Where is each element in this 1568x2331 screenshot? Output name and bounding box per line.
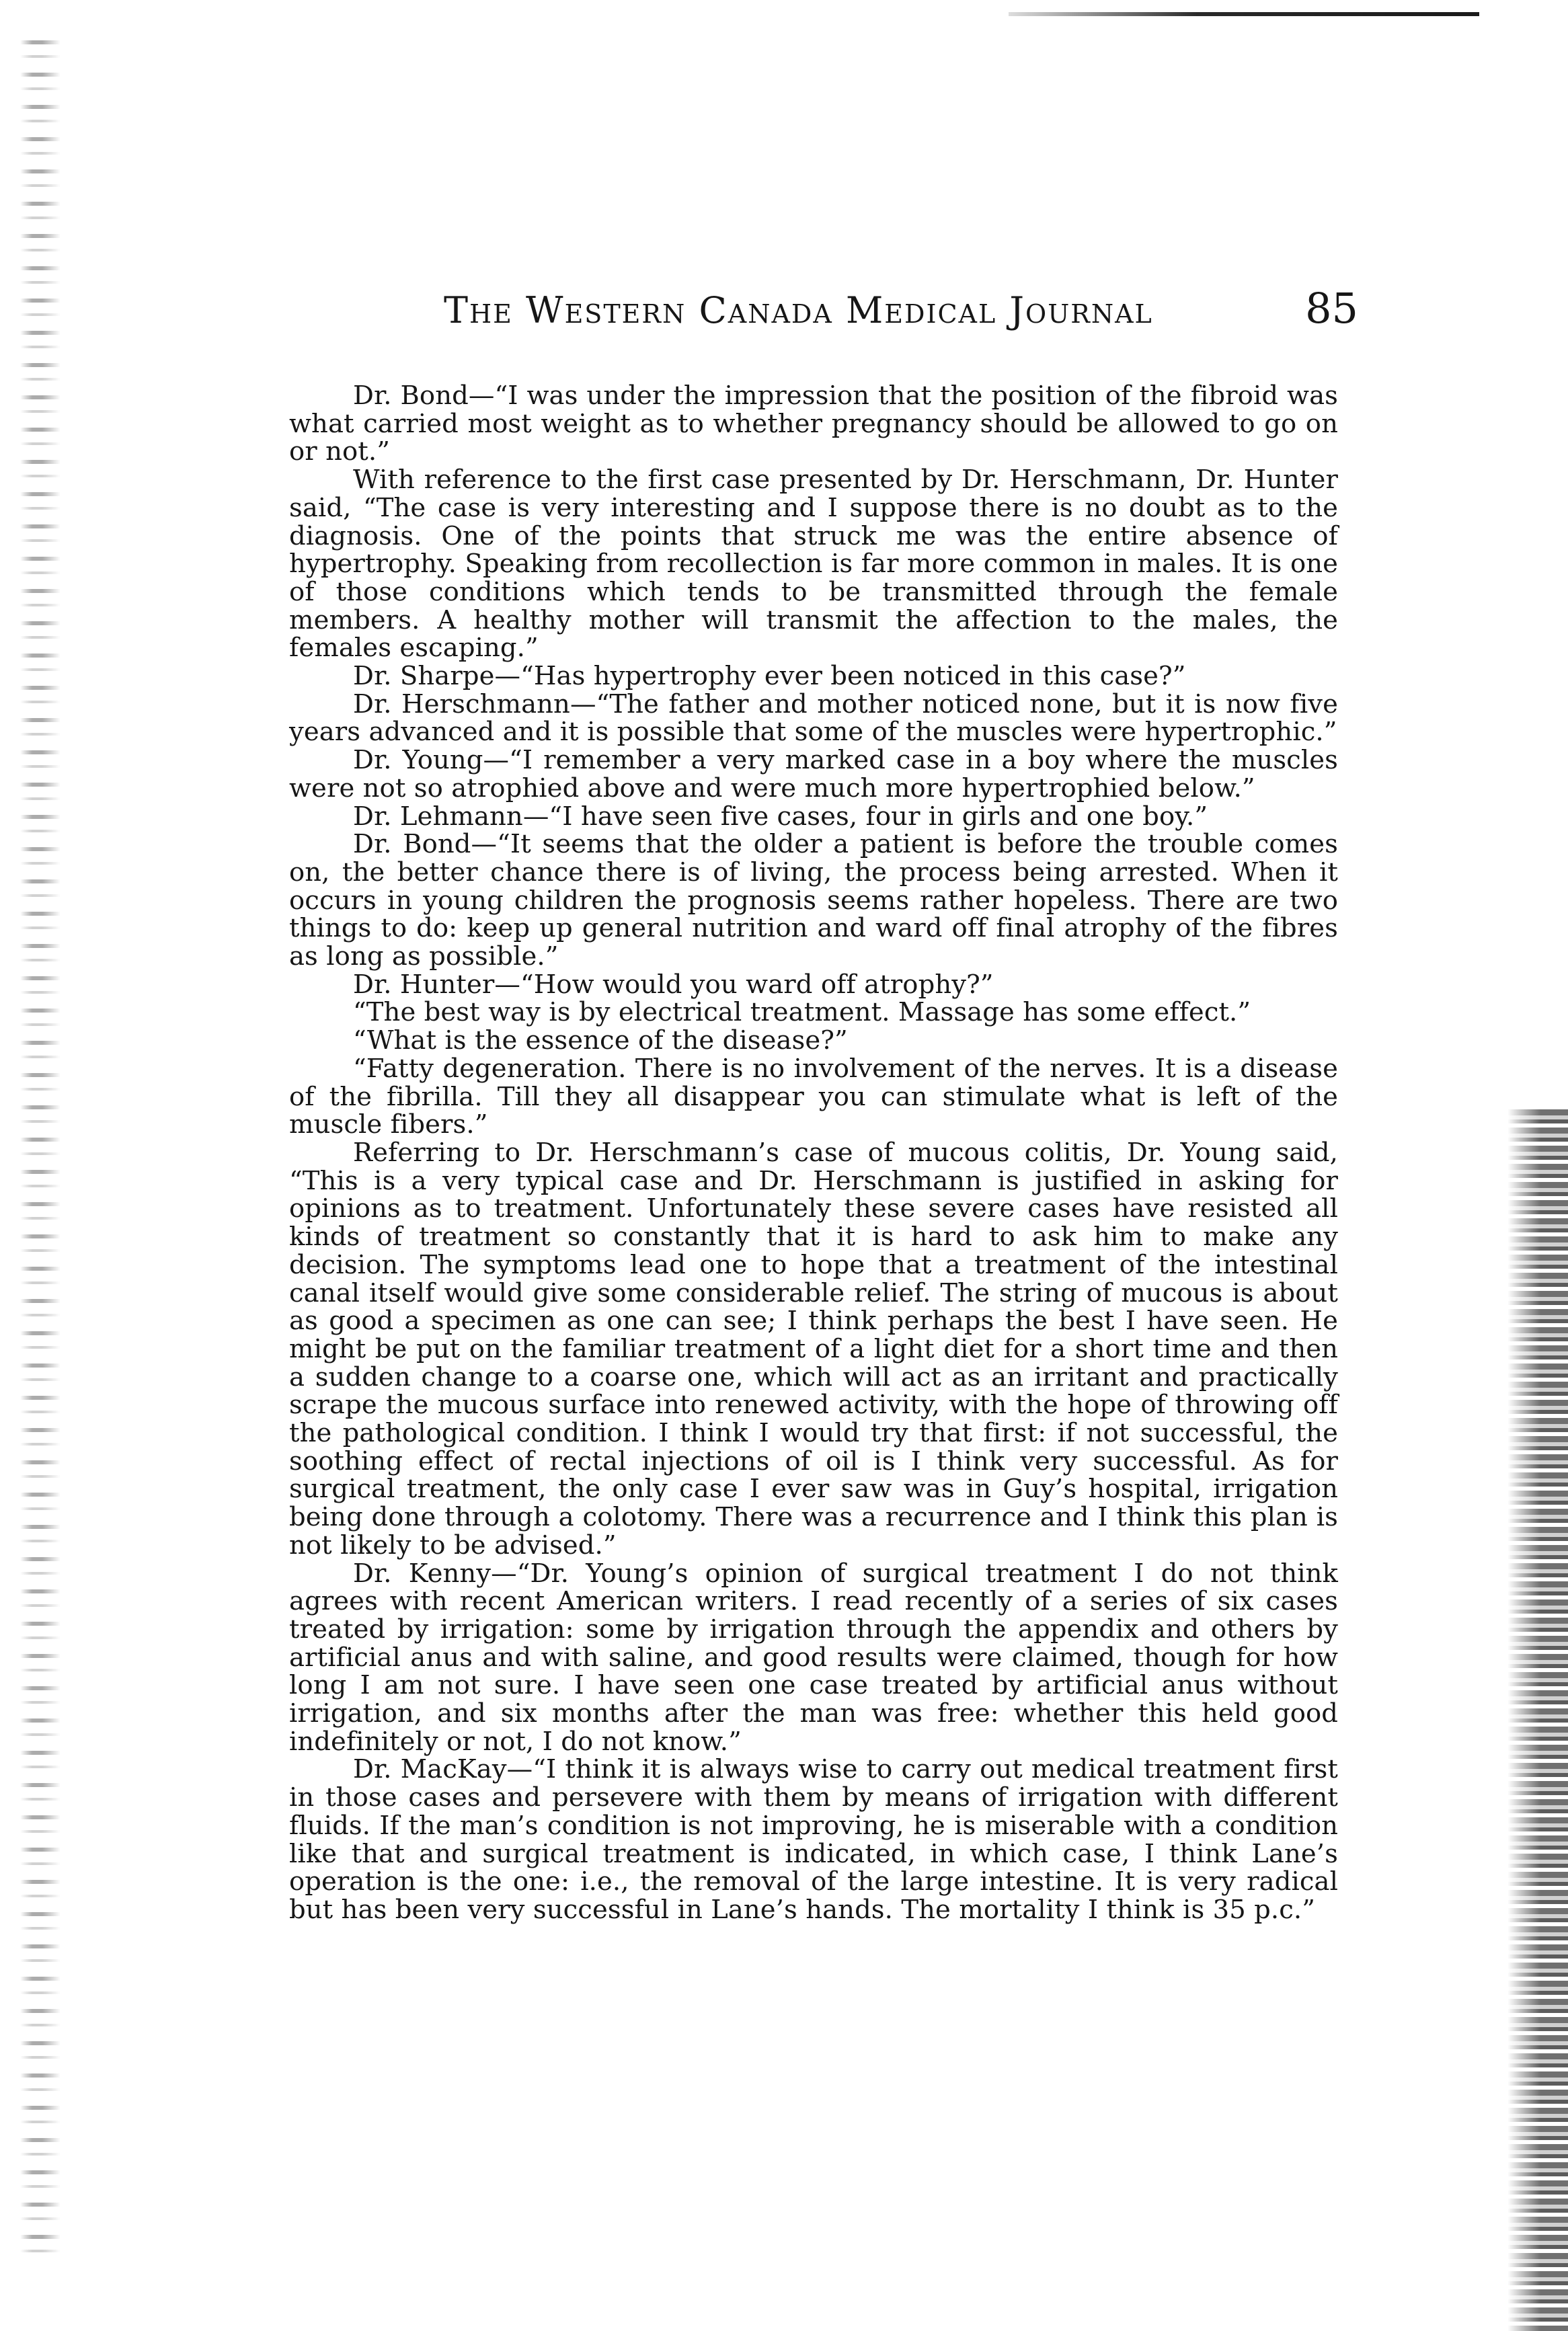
paragraph: Dr. Lehmann—“I have seen five cases, four in girls and one boy.”: [353, 801, 1208, 832]
paragraph: Referring to Dr. Herschmann’s case of mucous colitis, Dr. Young said, “This is a very typical case and Dr. Herschmann is justified in asking for opinions as to treatment. Unfortunately these severe cases have resisted all kinds of treatment so constantly that it is hard to ask him to make any decision. The symptoms lead one to hope that a treatment of the intestinal canal itself would give some considerable relief. The string of mucous is about as good a specimen as one can see; I think perhaps the best I have seen. He might be put on the familiar treatment of a light diet for a short time and then a sudden change to a coarse one, which will act as an irritant and practically scrape the mucous surface into renewed activity, with the hope of throwing off the pathological condition. I think I would try that first: if not successful, the soothing effect of rectal injections of oil is I think very successful. As for surgical treatment, the only case I ever saw was in Guy’s hospital, irrigation being done through a colotomy. There was a recurrence and I think this plan is not likely to be advised.”: [289, 1137, 1338, 1560]
page-number: 85: [1305, 284, 1358, 333]
article-body: [289, 382, 1338, 1924]
paragraph: Dr. Bond—“I was under the impression that the position of the fibroid was what carried most weight as to whether pregnancy should be allowed to go on or not.”: [289, 381, 1338, 467]
paragraph: “Fatty degeneration. There is no involvement of the nerves. It is a disease of the fibrilla. Till they all disappear you can stimulate what is left of the muscle fibers.”: [289, 1053, 1338, 1140]
paragraph: With reference to the first case presented by Dr. Herschmann, Dr. Hunter said, “The case is very interesting and I suppose there is no doubt as to the diagnosis. One of the points that struck me was the entire absence of hypertrophy. Speaking from recollection is far more common in males. It is one of those conditions which tends to be transmitted through the female members. A healthy mother will transmit the affection to the males, the females escaping.”: [289, 465, 1338, 664]
paragraph: Dr. Young—“I remember a very marked case in a boy where the muscles were not so atrophied above and were much more hypertrophied below.”: [289, 745, 1338, 803]
paragraph: Dr. Herschmann—“The father and mother noticed none, but it is now five years advanced and it is possible that some of the muscles were hypertrophic.”: [289, 688, 1338, 748]
journal-title: The Western Canada Medical Journal: [444, 289, 1153, 331]
paragraph: Dr. Sharpe—“Has hypertrophy ever been noticed in this case?”: [353, 661, 1186, 692]
paragraph: “What is the essence of the disease?”: [353, 1025, 848, 1056]
paragraph: Dr. Kenny—“Dr. Young’s opinion of surgical treatment I do not think agrees with recent American writers. I read recently of a series of six cases treated by irrigation: some by irrigation through the appendix and others by artificial anus and with saline, and good results were claimed, though for how long I am not sure. I have seen one case treated by artificial anus without irrigation, and six months after the man was free: whether this held good indefinitely or not, I do not know.”: [289, 1558, 1338, 1757]
paragraph: Dr. Hunter—“How would you ward off atrophy?”: [353, 969, 994, 1000]
scan-right-margin-artifact: [1507, 1109, 1568, 2331]
paragraph: Dr. Bond—“It seems that the older a patient is before the trouble comes on, the better chance there is of living, the process being arrested. When it occurs in young children the prognosis seems rather hopeless. There are two things to do: keep up general nutrition and ward off final atrophy of the fibres as long as possible.”: [289, 829, 1338, 972]
paragraph: Dr. MacKay—“I think it is always wise to carry out medical treatment first in those cases and persevere with them by means of irrigation with different fluids. If the man’s condition is not improving, he is miserable with a condition like that and surgical treatment is indicated, in which case, I think Lane’s operation is the one: i.e., the removal of the large intestine. It is very radical but has been very successful in Lane’s hands. The mortality I think is 35 p.c.”: [289, 1754, 1338, 1925]
paragraph: “The best way is by electrical treatment. Massage has some effect.”: [353, 997, 1251, 1028]
running-head: [444, 284, 1358, 343]
scan-edge-line: [1009, 12, 1479, 16]
scan-left-margin-artifact: [20, 40, 61, 2259]
